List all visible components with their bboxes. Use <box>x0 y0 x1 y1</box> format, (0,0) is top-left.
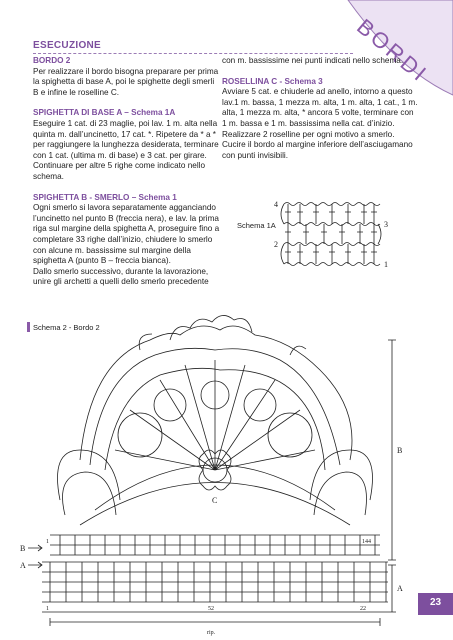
page-number: 23 <box>429 597 442 608</box>
paragraph: Per realizzare il bordo bisogna preparare per prima la spighetta di base A, poi le spighette degli smerli B e infine le roselline C. <box>33 66 219 97</box>
schema1a-row-4: 4 <box>274 200 278 209</box>
title-rule <box>33 53 353 54</box>
schema2-label: Schema 2 - Bordo 2 <box>33 323 100 332</box>
left-column <box>33 56 221 288</box>
schema2-row-bottom-right: 22 <box>360 606 366 612</box>
paragraph: con m. bassissime nei punti indicati nello schema. <box>222 56 404 65</box>
schema2-row-top-right: 144 <box>362 539 371 545</box>
schema2-row-bottom-mid: 52 <box>208 606 214 612</box>
schema1a-diagram <box>266 194 396 274</box>
paragraph: Continuare per altre 5 righe come indicato nello schema. <box>33 161 206 181</box>
subsection-heading: SPIGHETTA DI BASE A – Schema 1A <box>33 108 176 118</box>
subsection-heading: BORDO 2 <box>33 56 71 65</box>
paragraph: Eseguire 1 cat. di 23 maglie, poi lav. 1 m. alta nella quinta m. dall’uncinetto, 17 cat. *. Ripetere da * a * per raggiungere la lunghezza desiderata, terminare con 1 cat. (ultima m. di base) e 3 cat. per girare. <box>33 118 219 160</box>
schema1a-row-1: 1 <box>384 260 388 269</box>
schema2-marker-a-right: A <box>397 584 403 593</box>
schema2-repeat-label: rip. <box>207 630 216 636</box>
schema2-row-bottom-left: 1 <box>46 606 49 612</box>
subsection-heading: SPIGHETTA B - SMERLO – Schema 1 <box>33 192 177 202</box>
schema2-marker-b-right: B <box>397 446 403 455</box>
schema2-marker-b-left: B <box>20 544 26 553</box>
paragraph: Avviare 5 cat. e chiuderle ad anello, intorno a questo lav.1 m. bassa, 1 mezza m. alta, 1 m. alta, 1 cat., 1 m. alta, 1 mezza m. alta, * ancora 5 volte, terminare con 1 m. bassa e 1 m. bassissima nella cat. d’inizio. <box>222 87 418 128</box>
subsection-heading: ROSELLINA C - Schema 3 <box>222 76 323 86</box>
schema2-marker-a-left: A <box>20 561 26 570</box>
paragraph: Ogni smerlo si lavora separatamente agganciando l’uncinetto nel punto B (freccia nera), e lav. la prima riga sul margine della spighetta A, proseguire fino a completare 33 righe dall’inizio, chiudere lo smerlo con alcune m. bassissime sul margine della spighetta A (punto B – freccia bianca). <box>33 203 220 266</box>
paragraph-gap <box>33 98 221 108</box>
schema2-diagram <box>20 300 410 640</box>
paragraph: Dallo smerlo successivo, durante la lavorazione, unire gli archetti a quelli dello smerlo precedente <box>33 266 209 287</box>
schema1a-row-2: 2 <box>274 240 278 249</box>
right-column <box>222 56 418 161</box>
schema2-marker-c: C <box>212 496 218 505</box>
schema2-row-top-left: 1 <box>46 539 49 545</box>
paragraph: Realizzare 2 roselline per ogni motivo a smerlo. Cucire il bordo al margine inferiore dell’asciugamano con punti invisibili. <box>222 129 413 160</box>
paragraph-gap <box>33 183 221 193</box>
schema1a-label: Schema 1A <box>237 221 276 230</box>
corner-label: BORDI <box>352 13 434 88</box>
section-title: ESECUZIONE <box>33 40 102 51</box>
schema1a-row-3: 3 <box>384 220 388 229</box>
paragraph-gap <box>222 67 418 77</box>
